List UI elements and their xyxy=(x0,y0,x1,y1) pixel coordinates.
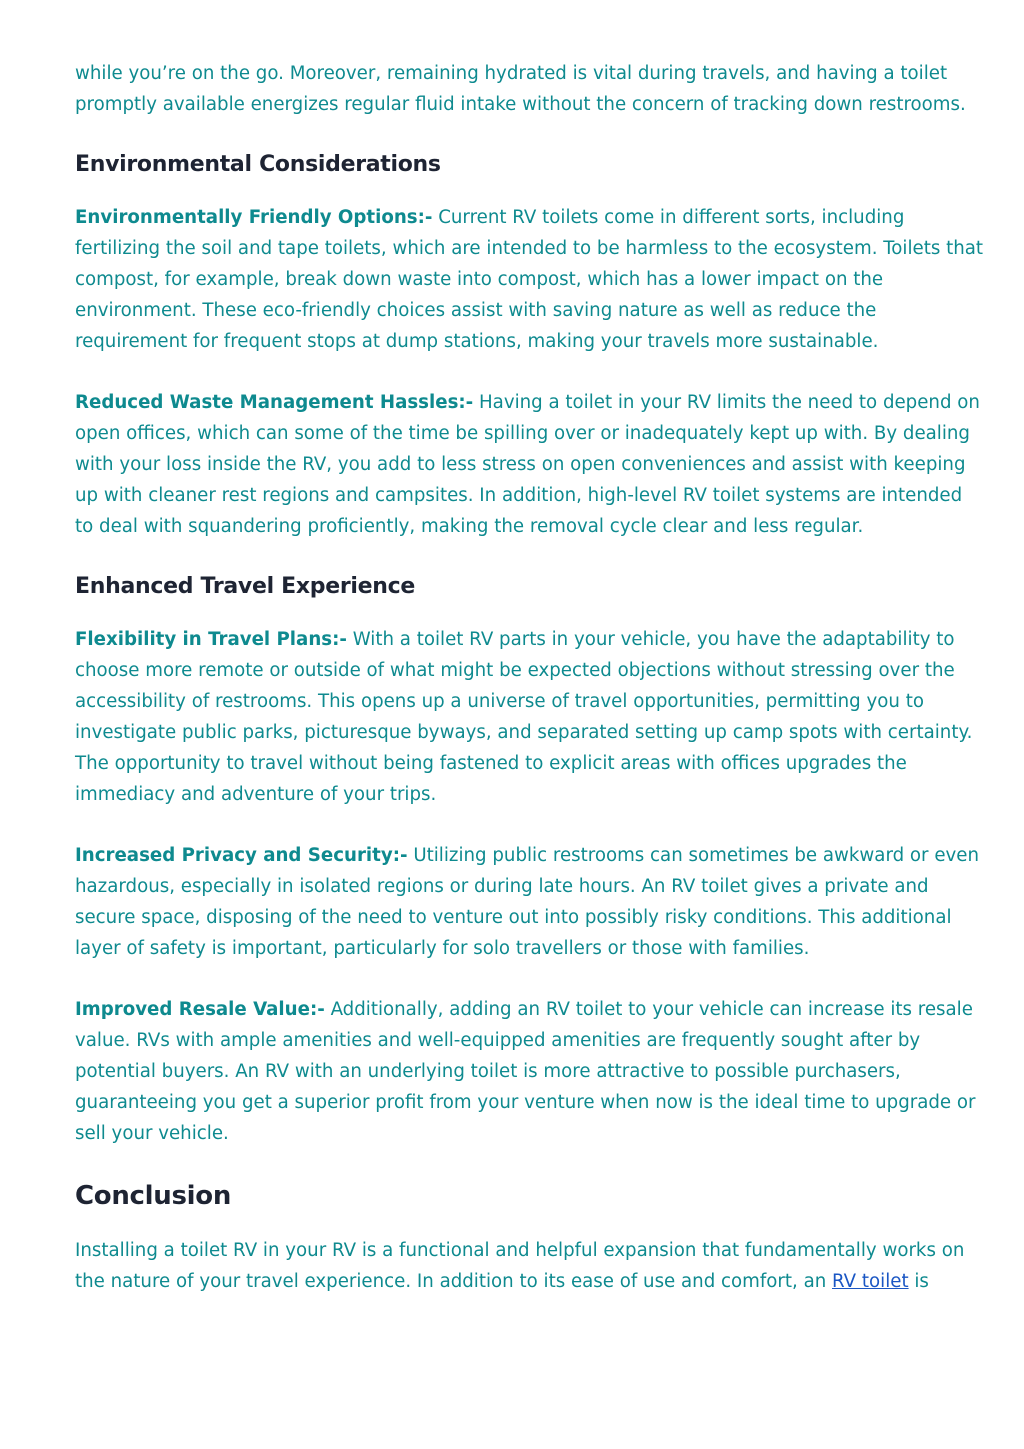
paragraph-body: Additionally, adding an RV toilet to your vehicle can increase its resale value. RVs with ample amenities and well-equipped amenities are frequently sought after by potential buyers. An RV with an underlying toilet is more attractive to possible purchasers, guaranteeing you get a superior profit from your venture when now is the ideal time to upgrade or sell your vehicle. xyxy=(75,999,976,1144)
paragraph-lead: Flexibility in Travel Plans:- xyxy=(75,629,347,650)
paragraph-environmentally-friendly xyxy=(75,202,985,357)
paragraph-body: Having a toilet in your RV limits the need to depend on open offices, which can some of the time be spilling over or inadequately kept up with. By dealing with your loss inside the RV, you add to less stress on open conveniences and assist with keeping up with cleaner rest regions and campsites. In addition, high-level RV toilet systems are intended to deal with squandering proficiently, making the removal cycle clear and less regular. xyxy=(75,392,980,537)
paragraph-lead: Improved Resale Value:- xyxy=(75,999,325,1020)
intro-paragraph: while you’re on the go. Moreover, remaining hydrated is vital during travels, and having a toilet promptly available energizes regular fluid intake without the concern of tracking down restrooms. xyxy=(75,63,966,115)
conclusion-text-end: is xyxy=(908,1271,929,1292)
rv-toilet-link[interactable]: RV toilet xyxy=(832,1271,909,1292)
paragraph-privacy-security xyxy=(75,840,985,964)
paragraph-body: Current RV toilets come in different sorts, including fertilizing the soil and tape toilets, which are intended to be harmless to the ecosystem. Toilets that compost, for example, break down waste into compost, which has a lower impact on the environment. These eco-friendly choices assist with saving nature as well as reduce the requirement for frequent stops at dump stations, making your travels more sustainable. xyxy=(75,207,984,352)
paragraph-lead: Environmentally Friendly Options:- xyxy=(75,207,433,228)
paragraph-reduced-waste xyxy=(75,387,985,542)
document-page xyxy=(75,58,985,1327)
paragraph-resale-value xyxy=(75,994,985,1149)
section-heading-travel-experience: Enhanced Travel Experience xyxy=(75,574,416,599)
paragraph-flexibility xyxy=(75,624,985,810)
paragraph-lead: Reduced Waste Management Hassles:- xyxy=(75,392,474,413)
section-heading-environmental: Environmental Considerations xyxy=(75,152,441,177)
paragraph-lead: Increased Privacy and Security:- xyxy=(75,845,408,866)
paragraph-body: Utilizing public restrooms can sometimes be awkward or even hazardous, especially in isolated regions or during late hours. An RV toilet gives a private and secure space, disposing of the need to venture out into possibly risky conditions. This additional layer of safety is important, particularly for solo travellers or those with families. xyxy=(75,845,979,959)
paragraph-body: With a toilet RV parts in your vehicle, you have the adaptability to choose more remote or outside of what might be expected objections without stressing over the accessibility of restrooms. This opens up a universe of travel opportunities, permitting you to investigate public parks, picturesque byways, and separated setting up camp spots with certainty. The opportunity to travel without being fastened to explicit areas with offices upgrades the immediacy and adventure of your trips. xyxy=(75,629,973,805)
conclusion-text-start: Installing a toilet RV in your RV is a functional and helpful expansion that fundamentally works on the nature of your travel experience. In addition to its ease of use and comfort, an xyxy=(75,1240,965,1292)
conclusion-heading: Conclusion xyxy=(75,1181,232,1211)
conclusion-paragraph xyxy=(75,1235,985,1297)
